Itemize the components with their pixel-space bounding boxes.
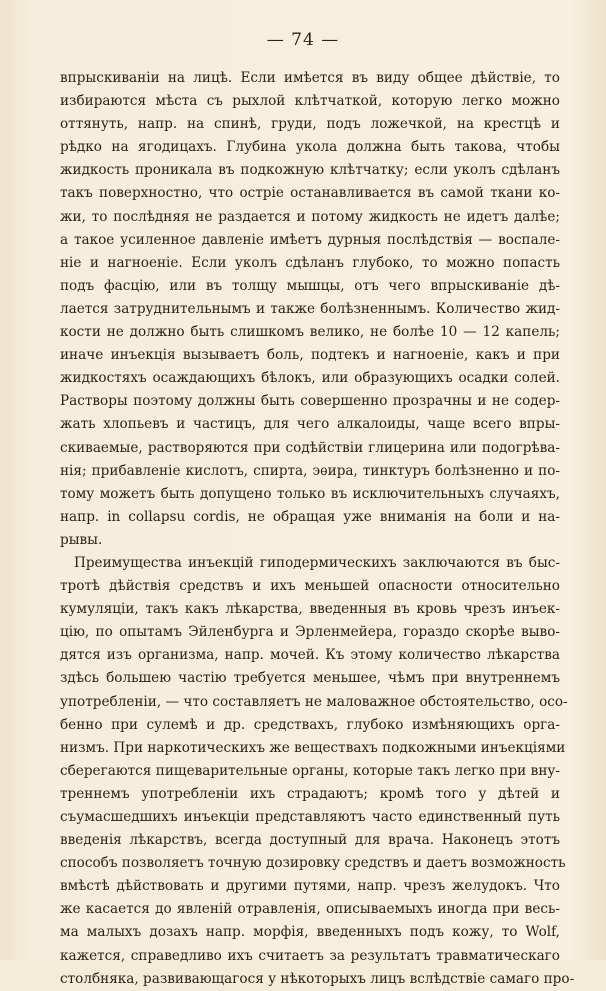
text-line: употребленіи, — что составляетъ не маловажное обстоятельство, осо- xyxy=(60,693,568,710)
text-line: же касается до явленій отравленія, описываемыхъ иногда при весь- xyxy=(60,901,560,918)
text-line: лается затруднительнымъ и также болѣзненнымъ. Количество жид- xyxy=(60,300,560,317)
page-number: — 74 — xyxy=(266,30,340,50)
text-line: нія; прибавленіе кислотъ, спирта, эѳира, тинктуръ болѣзненно и по- xyxy=(60,462,560,479)
text-line: низмъ. При наркотическихъ же веществахъ подкожными инъекціями xyxy=(60,739,566,756)
text-line: кости не должно быть слишкомъ велико, не болѣе 10 — 12 капель; xyxy=(60,324,560,341)
text-line: съумасшедшихъ инъекціи представляютъ часто единственный путь xyxy=(60,809,560,825)
text-line: способъ позволяетъ точную дозировку средствъ и даетъ возможность xyxy=(60,855,566,872)
text-line: вмѣстѣ дѣйствовать и другими путями, напр. чрезъ желудокъ. Что xyxy=(60,878,560,895)
body-text xyxy=(60,67,575,991)
text-line: иначе инъекція вызываетъ боль, подтекъ и нагноеніе, какъ и при xyxy=(60,347,560,364)
text-line: подъ фасцію, или въ толщу мышцы, отъ чего впрыскиваніе дѣ- xyxy=(60,277,560,294)
text-line: жи, то послѣдняя не раздается и потому жидкость не идетъ далѣе; xyxy=(60,208,560,225)
text-line: треннемъ употребленіи ихъ страдаютъ; кромѣ того у дѣтей и xyxy=(60,785,560,802)
text-line: бенно при сулемѣ и др. средствахъ, глубоко измѣняющихъ орга- xyxy=(60,716,560,733)
text-line: жать хлопьевъ и частицъ, для чего алкалоиды, чаще всего впры- xyxy=(60,416,560,433)
text-line: дятся изъ организма, напр. мочей. Къ этому количество лѣкарства xyxy=(60,647,560,664)
text-line: жидкостяхъ осаждающихъ бѣлокъ, или образующихъ осадки солей. xyxy=(60,370,560,387)
text-line: такъ поверхностно, что остріе останавливается въ самой ткани ко- xyxy=(60,185,560,202)
text-line: введенія лѣкарствъ, всегда доступный для врача. Наконецъ этотъ xyxy=(60,832,560,849)
text-line: избираются мѣста съ рыхлой клѣтчаткой, которую легко можно xyxy=(60,93,560,110)
text-line: кумуляціи, такъ какъ лѣкарства, введенныя въ кровь чрезъ инъек- xyxy=(60,601,560,618)
text-line: впрыскиваніи на лицѣ. Если имѣется въ виду общее дѣйствіе, то xyxy=(60,70,560,86)
text-line: цію, по опытамъ Эйленбурга и Эрленмейера, гораздо скорѣе выво- xyxy=(60,624,560,641)
text-line: здѣсь большею частію требуется меньшее, чѣмъ при внутреннемъ xyxy=(60,670,560,687)
text-line: оттянуть, напр. на спинѣ, груди, подъ ложечкой, на крестцѣ и xyxy=(60,116,560,133)
text-line: скиваемые, растворяются при содѣйствіи глицерина или подогрѣва- xyxy=(60,439,560,456)
text-line: тротѣ дѣйствія средствъ и ихъ меньшей опасности относительно xyxy=(60,578,560,595)
text-line: жидкость проникала въ подкожную клѣтчатку; если уколъ сдѣланъ xyxy=(60,162,560,179)
text-line: столбняка, развивающагося у нѣкоторыхъ лицъ вслѣдствіе самаго про- xyxy=(60,970,575,987)
text-line: напр. in collapsu cordis, не обращая уже вниманія на боли и на- xyxy=(60,508,560,525)
text-line: тому можетъ быть допущено только въ исключительныхъ случаяхъ, xyxy=(60,485,560,502)
text-line: кажется, справедливо ихъ считаетъ за результатъ травматическаго xyxy=(60,947,560,964)
text-line: ніе и нагноеніе. Если уколъ сдѣланъ глубоко, то можно попасть xyxy=(60,254,560,271)
text-line: рывы. xyxy=(60,531,103,548)
text-line: рѣдко на ягодицахъ. Глубина укола должна быть такова, чтобы xyxy=(60,139,560,156)
text-line: сберегаются пищеварительные органы, которые такъ легко при вну- xyxy=(60,762,560,779)
text-line: Преимущества инъекцій гиподермическихъ заключаются въ быс- xyxy=(74,554,560,571)
text-line: Растворы поэтому должны быть совершенно прозрачны и не содер- xyxy=(60,393,560,410)
text-line: а такое усиленное давленіе имѣетъ дурныя послѣдствія — воспале- xyxy=(60,231,560,248)
text-line: ма малыхъ дозахъ напр. морфія, введенныхъ подъ кожу, то Wolf, xyxy=(60,924,560,941)
